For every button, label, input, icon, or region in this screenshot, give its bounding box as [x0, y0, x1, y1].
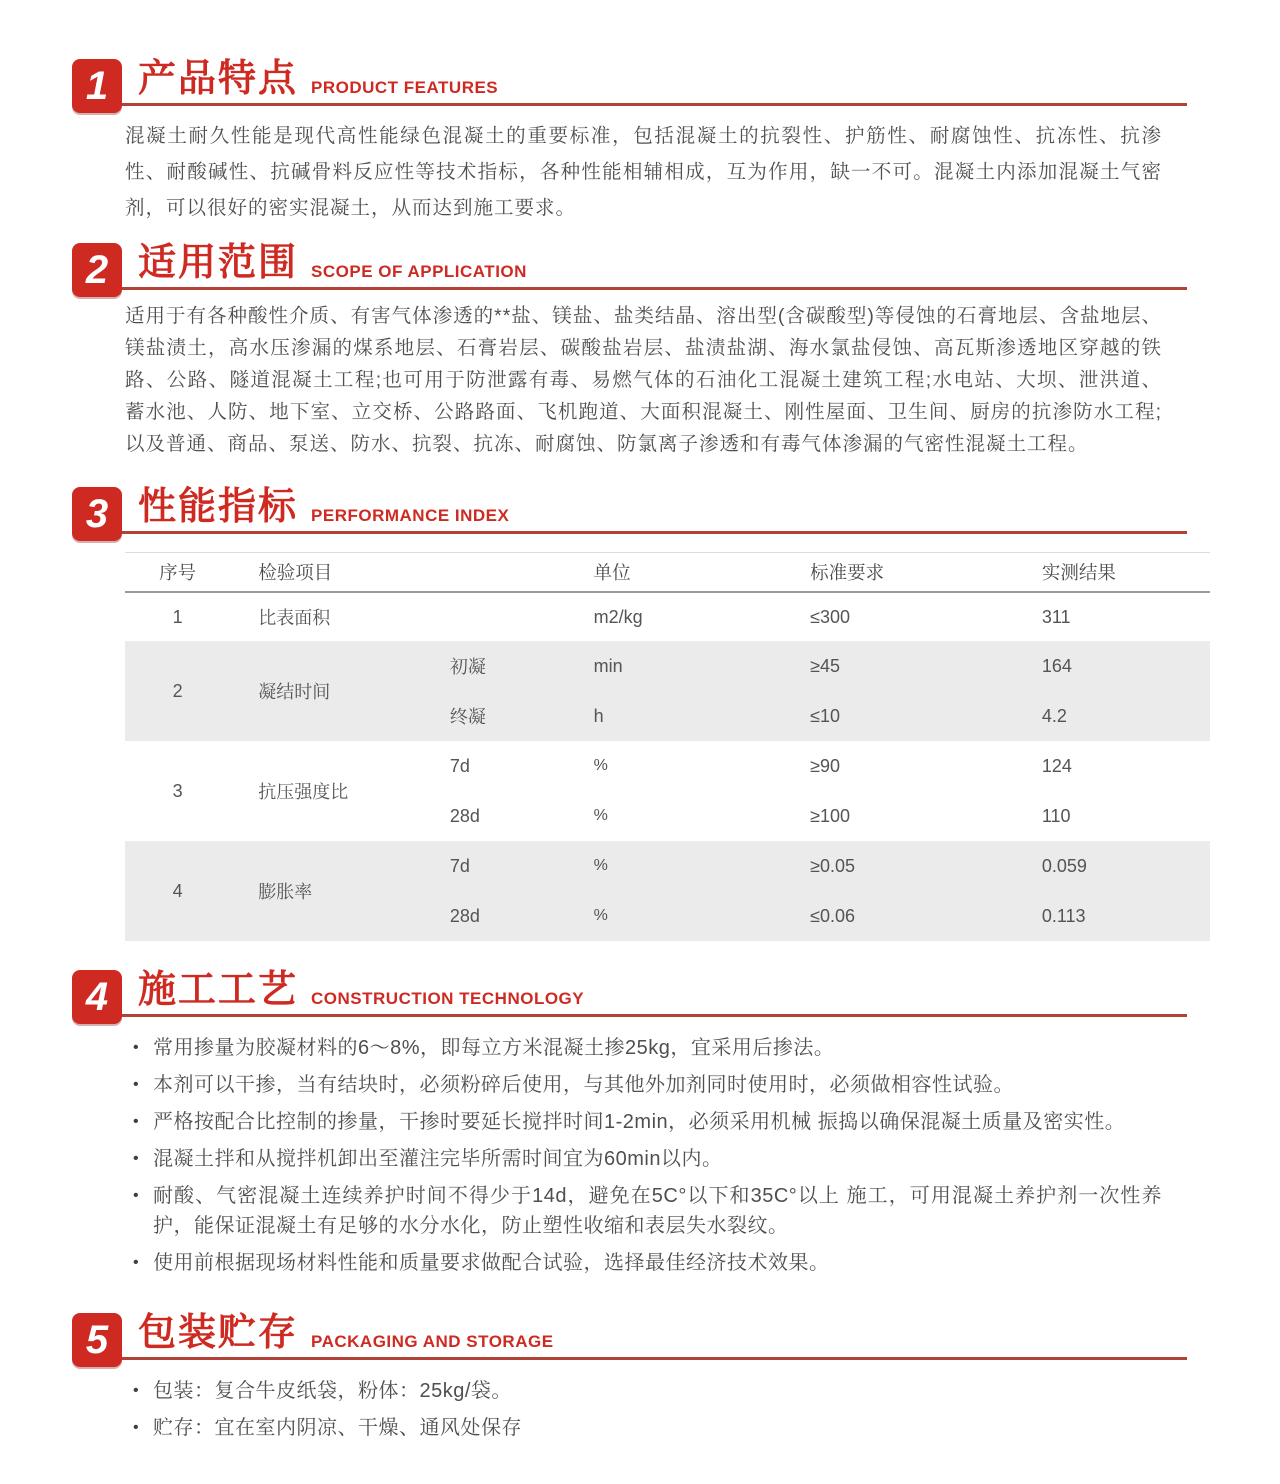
bullet-dot-icon: • [133, 1254, 140, 1271]
bullet-dot-icon: • [133, 1150, 140, 1167]
table-row [125, 593, 1210, 641]
section-number-badge: 1 [72, 59, 122, 113]
section-title: 产品特点 [138, 58, 299, 100]
cell-sub: 初凝 [449, 657, 486, 677]
section-title: 性能指标 [138, 486, 299, 528]
bullet-item [133, 1248, 1162, 1278]
bullet-text: 贮存：宜在室内阴凉、干燥、通风处保存 [153, 1417, 522, 1439]
bullet-dot-icon: • [133, 1113, 140, 1130]
section-header-construction [72, 963, 1187, 1017]
section-title-line [122, 1314, 1187, 1360]
section-subtitle-en: PACKAGING AND STORAGE [311, 1332, 554, 1351]
cell-no: 1 [172, 606, 183, 627]
cell-result: 4.2 [1041, 705, 1067, 726]
bullet-dot-icon: • [133, 1076, 140, 1093]
section-header-performance [72, 480, 1187, 534]
section-title: 包装贮存 [138, 1312, 299, 1354]
cell-result: 0.059 [1041, 855, 1087, 876]
section-title-line [122, 971, 1187, 1017]
section-title-line [122, 60, 1187, 106]
cell-unit: min [593, 655, 623, 676]
cell-item: 抗压强度比 [258, 782, 349, 802]
bullet-item [133, 1413, 1162, 1443]
section-title-line [122, 244, 1187, 290]
bullet-text: 严格按配合比控制的掺量，干掺时要延长搅拌时间1-2min，必须采用机械 振捣以确保混凝土质量及密实性。 [153, 1111, 1126, 1133]
cell-standard: ≤10 [810, 705, 840, 726]
bullet-item [133, 1107, 1162, 1137]
section-paragraph: 适用于有各种酸性介质、有害气体渗透的**盐、镁盐、盐类结晶、溶出型(含碳酸型)等侵蚀的石膏地层、含盐地层、镁盐渍土，高水压渗漏的煤系地层、石膏岩层、碳酸盐岩层、盐渍盐湖、海水氯盐侵蚀、高瓦斯渗透地区穿越的铁路、公路、隧道混凝土工程;也可用于防泄露有毒、易燃气体的石油化工混凝土建筑工程;水电站、大坝、泄洪道、蓄水池、人防、地下室、立交桥、公路路面、飞机跑道、大面积混凝土、刚性屋面、卫生间、厨房的抗渗防水工程;以及普通、商品、泵送、防水、抗裂、抗冻、耐腐蚀、防氯离子渗透和有毒气体渗漏的气密性混凝土工程。 [125, 305, 1162, 455]
cell-standard: ≤300 [810, 606, 850, 627]
cell-no: 4 [172, 880, 183, 901]
bullet-item [133, 1376, 1162, 1406]
col-header-no: 序号 [159, 562, 197, 583]
bullet-dot-icon: • [133, 1039, 140, 1056]
bullet-text: 常用掺量为胶凝材料的6～8%，即每立方米混凝土掺25kg，宜采用后掺法。 [153, 1037, 835, 1059]
section-header-packaging [72, 1306, 1187, 1360]
cell-result: 164 [1041, 655, 1072, 676]
col-header-unit: 单位 [593, 562, 631, 583]
section-title-line [122, 488, 1187, 534]
cell-result: 311 [1041, 606, 1071, 627]
bullet-text: 使用前根据现场材料性能和质量要求做配合试验，选择最佳经济技术效果。 [153, 1252, 830, 1274]
packaging-bullet-list [133, 1376, 1162, 1443]
cell-no: 3 [172, 780, 183, 801]
section-subtitle-en: SCOPE OF APPLICATION [311, 262, 527, 281]
table-header-row [125, 553, 1210, 593]
cell-result: 0.113 [1041, 905, 1086, 926]
col-header-sub [430, 553, 580, 591]
bullet-text: 包装：复合牛皮纸袋，粉体：25kg/袋。 [153, 1380, 512, 1402]
bullet-text: 本剂可以干掺，当有结块时，必须粉碎后使用，与其他外加剂同时使用时，必须做相容性试验。 [153, 1074, 1014, 1096]
cell-sub [430, 593, 580, 641]
cell-sub: 28d [449, 805, 480, 826]
cell-item: 比表面积 [258, 608, 331, 628]
bullet-item [133, 1033, 1162, 1063]
section-title: 适用范围 [138, 242, 299, 284]
col-header-item: 检验项目 [258, 562, 333, 583]
cell-sub: 7d [449, 755, 470, 776]
cell-standard: ≥90 [810, 755, 840, 776]
performance-index-table [125, 552, 1210, 941]
col-header-standard: 标准要求 [810, 562, 885, 583]
bullet-dot-icon: • [133, 1187, 140, 1204]
bullet-dot-icon: • [133, 1419, 140, 1436]
section-subtitle-en: PERFORMANCE INDEX [311, 506, 510, 525]
section-number-badge: 4 [72, 970, 122, 1024]
table-row-group [125, 741, 1210, 841]
cell-sub: 28d [449, 905, 480, 926]
cell-standard: ≤0.06 [810, 905, 855, 926]
bullet-text: 耐酸、气密混凝土连续养护时间不得少于14d，避免在5C°以下和35C°以上 施工，可用混凝土养护剂一次性养护，能保证混凝土有足够的水分水化，防止塑性收缩和表层失水裂纹。 [153, 1185, 1162, 1237]
section-subtitle-en: PRODUCT FEATURES [311, 78, 499, 97]
section-subtitle-en: CONSTRUCTION TECHNOLOGY [311, 989, 585, 1008]
section-number-badge: 5 [72, 1313, 122, 1367]
cell-unit: % [593, 807, 608, 824]
cell-sub: 7d [449, 855, 470, 876]
section-title: 施工工艺 [138, 969, 299, 1011]
cell-unit: % [593, 857, 608, 874]
col-header-result: 实测结果 [1041, 562, 1116, 583]
bullet-item [133, 1144, 1162, 1174]
bullet-dot-icon: • [133, 1382, 140, 1399]
cell-unit: % [593, 907, 608, 924]
cell-item: 膨胀率 [258, 882, 313, 902]
section-paragraph: 混凝土耐久性能是现代高性能绿色混凝土的重要标准，包括混凝土的抗裂性、护筋性、耐腐蚀性、抗冻性、抗渗性、耐酸碱性、抗碱骨料反应性等技术指标，各种性能相辅相成，互为作用，缺一不可。混凝土内添加混凝土气密剂，可以很好的密实混凝土，从而达到施工要求。 [125, 125, 1162, 219]
section-number-badge: 2 [72, 243, 122, 297]
cell-standard: ≥0.05 [810, 855, 855, 876]
bullet-text: 混凝土拌和从搅拌机卸出至灌注完毕所需时间宜为60min以内。 [153, 1148, 723, 1170]
table-row-group [125, 841, 1210, 941]
cell-sub: 终凝 [449, 707, 486, 727]
section-header-product-features [72, 52, 1187, 106]
section-header-scope [72, 236, 1187, 290]
cell-result: 124 [1041, 755, 1072, 776]
cell-unit: % [593, 757, 608, 774]
cell-standard: ≥100 [810, 805, 850, 826]
cell-unit: h [593, 705, 604, 726]
table-row-group [125, 641, 1210, 741]
cell-item: 凝结时间 [258, 682, 331, 702]
bullet-item [133, 1070, 1162, 1100]
cell-unit: m2/kg [593, 606, 643, 627]
cell-standard: ≥45 [810, 655, 840, 676]
section-number-badge: 3 [72, 487, 122, 541]
construction-bullet-list [133, 1033, 1162, 1278]
bullet-item [133, 1181, 1162, 1241]
cell-no: 2 [172, 680, 183, 701]
cell-result: 110 [1041, 805, 1071, 826]
